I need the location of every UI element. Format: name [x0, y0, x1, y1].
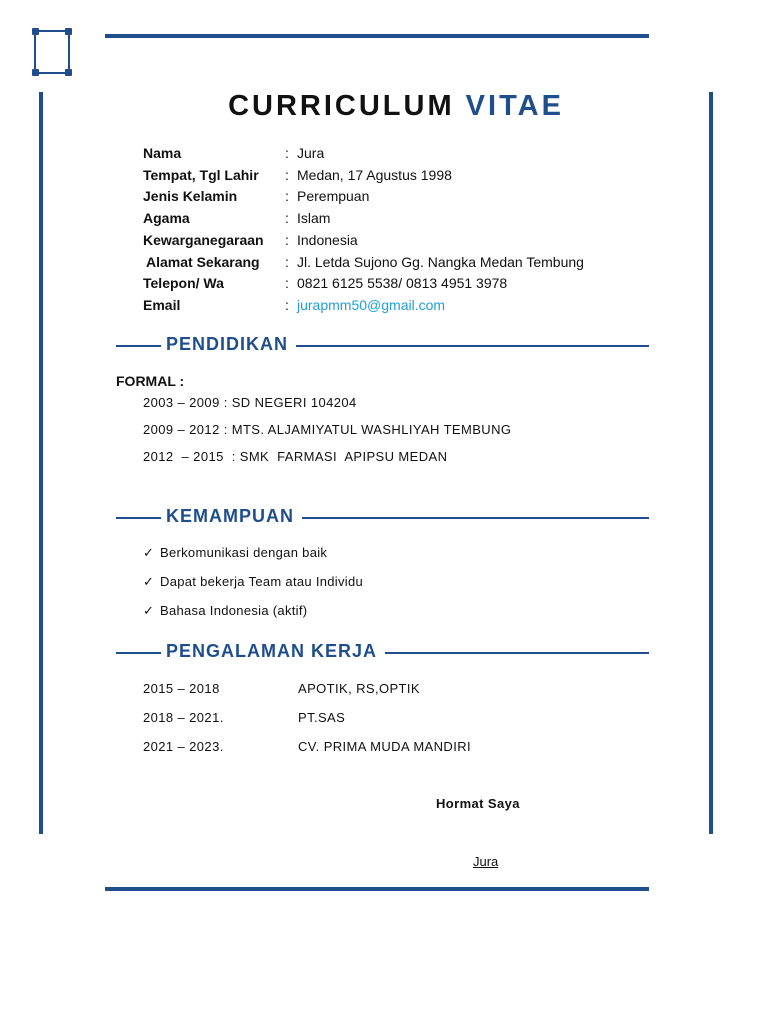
info-value: 0821 6125 5538/ 0813 4951 3978 — [297, 275, 508, 291]
corner-frame-icon — [34, 30, 70, 74]
info-colon: : — [285, 275, 289, 291]
heading-rule — [302, 517, 649, 519]
info-value: Perempuan — [297, 188, 370, 204]
info-label: Kewarganegaraan — [143, 232, 264, 248]
skill-item — [143, 574, 363, 590]
info-colon: : — [285, 297, 289, 313]
education-item: 2009 – 2012 : MTS. ALJAMIYATUL WASHLIYAH TEMBUNG — [143, 422, 512, 437]
info-value: Islam — [297, 210, 331, 226]
email-link[interactable]: jurapmm50@gmail.com — [297, 297, 446, 313]
info-label: Telepon/ Wa — [143, 275, 224, 291]
experience-company: APOTIK, RS,OPTIK — [298, 681, 420, 696]
info-label: Jenis Kelamin — [143, 188, 238, 204]
formal-label: FORMAL : — [116, 373, 185, 389]
info-colon: : — [285, 145, 289, 161]
section-title: PENDIDIKAN — [166, 334, 294, 355]
info-value: Medan, 17 Agustus 1998 — [297, 167, 452, 183]
education-item: 2003 – 2009 : SD NEGERI 104204 — [143, 395, 357, 410]
experience-company: PT.SAS — [298, 710, 346, 725]
skill-text: Bahasa Indonesia (aktif) — [160, 603, 308, 618]
experience-period: 2021 – 2023. — [143, 739, 224, 754]
title-main: CURRICULUM — [228, 90, 455, 122]
bottom-border — [105, 887, 649, 891]
experience-company: CV. PRIMA MUDA MANDIRI — [298, 739, 472, 754]
info-colon: : — [285, 254, 289, 270]
info-label: Alamat Sekarang — [146, 254, 260, 270]
title-accent: VITAE — [465, 90, 564, 122]
skill-item — [143, 545, 327, 561]
corner-dot-icon — [65, 69, 72, 76]
info-label: Tempat, Tgl Lahir — [143, 167, 259, 183]
heading-rule — [116, 652, 161, 654]
education-item: 2012 – 2015 : SMK FARMASI APIPSU MEDAN — [143, 449, 448, 464]
info-colon: : — [285, 210, 289, 226]
section-heading-skills — [116, 506, 649, 530]
closing-text: Hormat Saya — [436, 796, 520, 811]
section-title: KEMAMPUAN — [166, 506, 300, 527]
section-title: PENGALAMAN KERJA — [166, 641, 383, 662]
left-border — [39, 92, 43, 834]
info-colon: : — [285, 232, 289, 248]
signature-name: Jura — [473, 854, 499, 869]
info-colon: : — [285, 167, 289, 183]
skill-item — [143, 603, 307, 619]
right-border — [709, 92, 713, 834]
info-value: Indonesia — [297, 232, 358, 248]
info-value: Jura — [297, 145, 325, 161]
section-heading-education — [116, 334, 649, 358]
info-label: Nama — [143, 145, 182, 161]
experience-period: 2018 – 2021. — [143, 710, 224, 725]
heading-rule — [296, 345, 649, 347]
heading-rule — [116, 345, 161, 347]
check-icon: ✓ — [143, 574, 155, 589]
corner-dot-icon — [32, 69, 39, 76]
corner-dot-icon — [32, 28, 39, 35]
experience-period: 2015 – 2018 — [143, 681, 220, 696]
corner-dot-icon — [65, 28, 72, 35]
top-border — [105, 34, 649, 38]
info-label: Email — [143, 297, 181, 313]
heading-rule — [385, 652, 649, 654]
info-label: Agama — [143, 210, 190, 226]
heading-rule — [116, 517, 161, 519]
info-value: Jl. Letda Sujono Gg. Nangka Medan Tembung — [297, 254, 584, 270]
check-icon: ✓ — [143, 545, 155, 560]
info-colon: : — [285, 188, 289, 204]
section-heading-experience — [116, 641, 649, 665]
page-title — [0, 90, 768, 123]
skill-text: Dapat bekerja Team atau Individu — [160, 574, 364, 589]
skill-text: Berkomunikasi dengan baik — [160, 545, 328, 560]
check-icon: ✓ — [143, 603, 155, 618]
